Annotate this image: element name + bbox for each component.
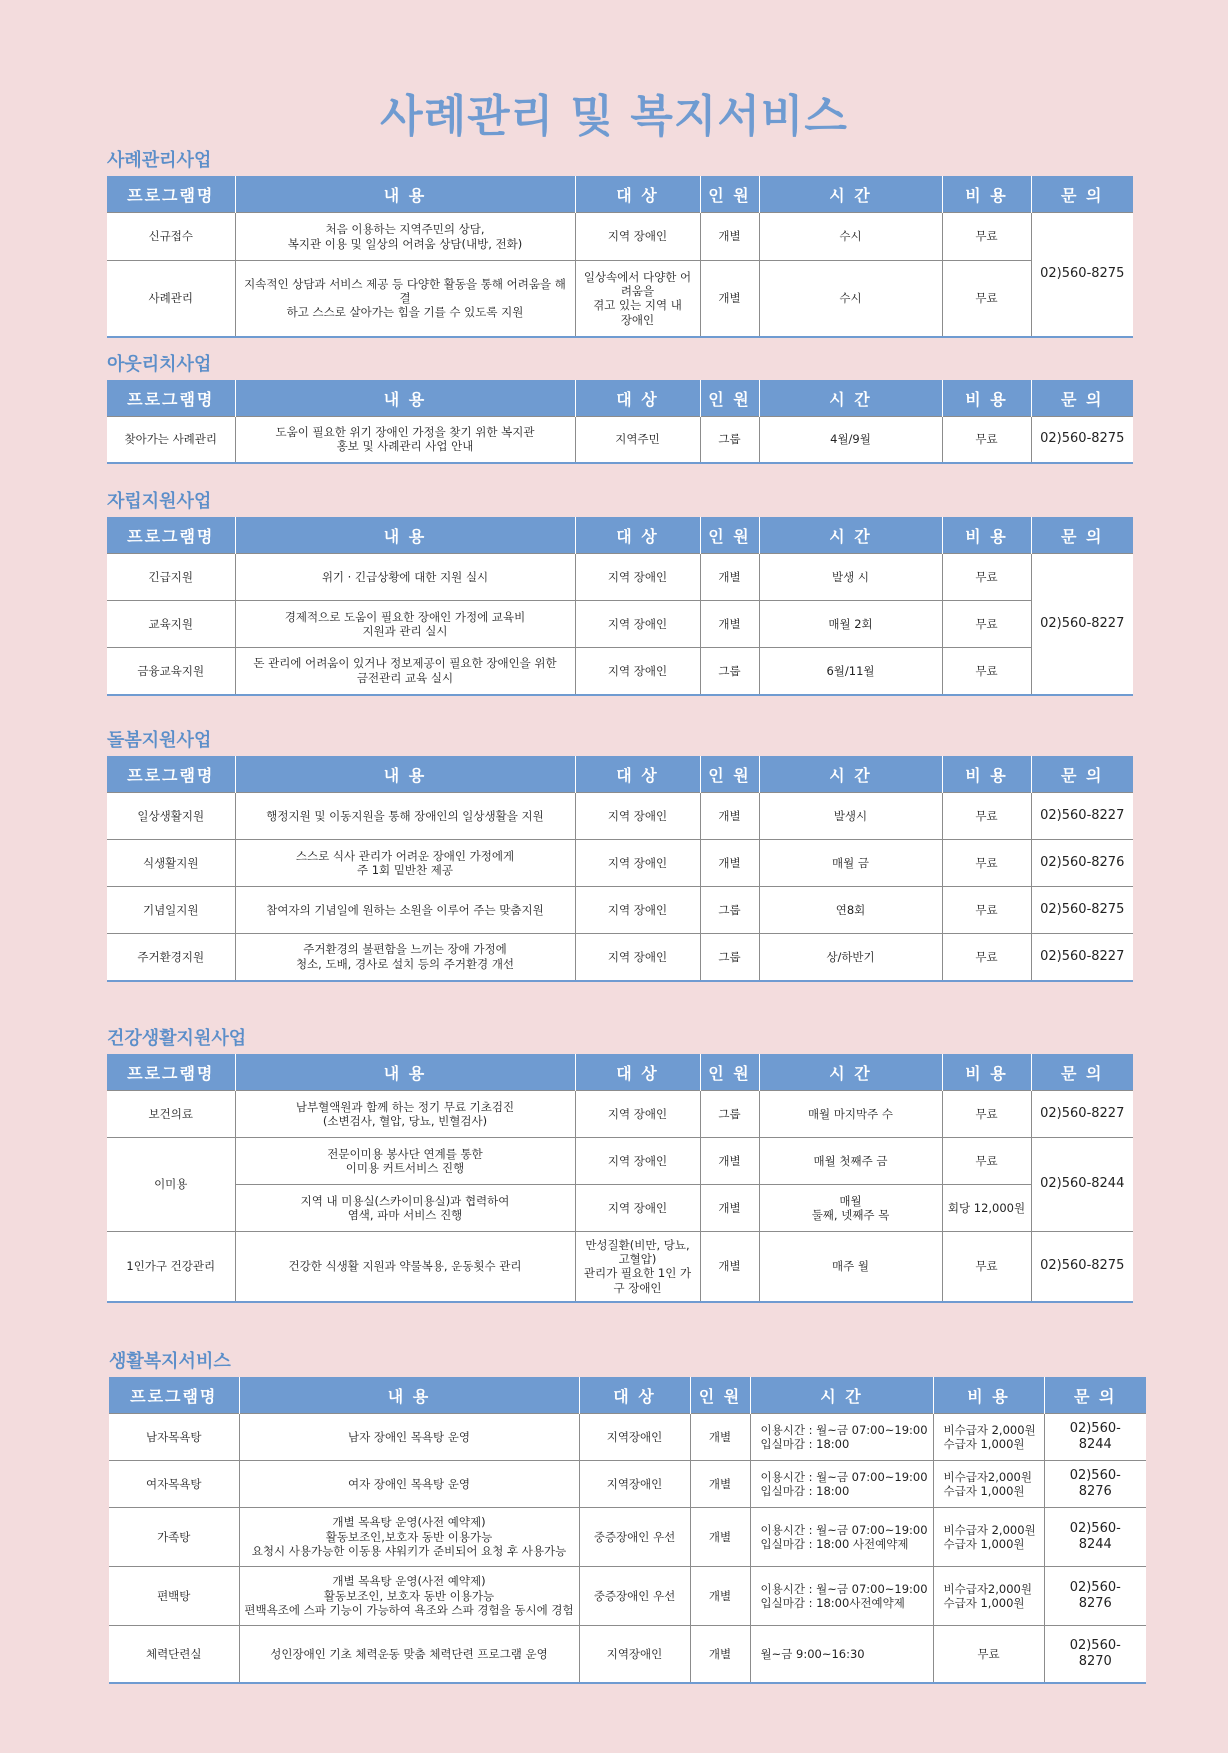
program-cost: 무료: [942, 934, 1031, 981]
program-table: [107, 380, 1133, 464]
program-contact: 02)560-8275: [1031, 417, 1133, 463]
program-content: 위기 · 긴급상황에 대한 지원 실시: [235, 554, 575, 601]
table-row: [107, 554, 1133, 601]
program-target: 지역 장애인: [575, 213, 700, 261]
program-table: [107, 1054, 1133, 1303]
program-name: 이미용: [107, 1138, 235, 1232]
program-target: 지역 장애인: [575, 1138, 700, 1185]
program-cost: 무료: [942, 417, 1031, 463]
table-row: [107, 213, 1133, 261]
table-row: [109, 1508, 1146, 1567]
program-target: 지역 장애인: [575, 1091, 700, 1138]
table-row: [107, 934, 1133, 981]
program-target: 지역장애인: [579, 1414, 690, 1461]
table-row: [109, 1626, 1146, 1683]
program-name: 1인가구 건강관리: [107, 1232, 235, 1302]
program-content: 행정지원 및 이동지원을 통해 장애인의 일상생활을 지원: [235, 793, 575, 840]
table-row: [107, 601, 1133, 648]
table-row: [107, 1185, 1133, 1232]
program-time: 이용시간 : 월~금 07:00~19:00 입실마감 : 18:00: [750, 1414, 933, 1461]
program-content: 전문이미용 봉사단 연계를 통한 이미용 커트서비스 진행: [235, 1138, 575, 1185]
header-contact: 문 의: [1031, 1054, 1133, 1091]
program-content: 개별 목욕탕 운영(사전 예약제) 활동보조인, 보호자 동반 이용가능 편백욕조에 스파 기능이 가능하여 욕조와 스파 경험을 동시에 경험: [239, 1567, 579, 1626]
program-content: 지역 내 미용실(스카이미용실)과 협력하여 염색, 파마 서비스 진행: [235, 1185, 575, 1232]
table-row: [107, 887, 1133, 934]
program-time: 매주 월: [759, 1232, 942, 1302]
program-time: 이용시간 : 월~금 07:00~19:00 입실마감 : 18:00사전예약제: [750, 1567, 933, 1626]
program-target: 지역 장애인: [575, 840, 700, 887]
header-target: 대 상: [575, 380, 700, 417]
program-time: 매월 금: [759, 840, 942, 887]
header-people: 인 원: [700, 756, 759, 793]
header-cost: 비 용: [942, 380, 1031, 417]
header-contact: 문 의: [1031, 517, 1133, 554]
program-content: 남부혈액원과 함께 하는 정기 무료 기초검진 (소변검사, 혈압, 당뇨, 빈혈검사): [235, 1091, 575, 1138]
header-program: 프로그램명: [109, 1377, 239, 1414]
program-target: 지역 장애인: [575, 934, 700, 981]
program-cost: 회당 12,000원: [942, 1185, 1031, 1232]
header-target: 대 상: [575, 517, 700, 554]
program-target: 중증장애인 우선: [579, 1567, 690, 1626]
program-contact: 02)560-8227: [1031, 554, 1133, 695]
program-people: 그룹: [700, 934, 759, 981]
program-time: 상/하반기: [759, 934, 942, 981]
program-content: 경제적으로 도움이 필요한 장애인 가정에 교육비 지원과 관리 실시: [235, 601, 575, 648]
program-people: 개별: [700, 840, 759, 887]
program-name: 기념일지원: [107, 887, 235, 934]
program-people: 개별: [690, 1508, 750, 1567]
section-care: [107, 726, 1133, 982]
header-content: 내 용: [235, 756, 575, 793]
header-target: 대 상: [575, 756, 700, 793]
program-cost: 무료: [942, 1232, 1031, 1302]
header-contact: 문 의: [1031, 380, 1133, 417]
program-time: 수시: [759, 213, 942, 261]
table-row: [107, 840, 1133, 887]
program-target: 지역 장애인: [575, 1185, 700, 1232]
header-program: 프로그램명: [107, 380, 235, 417]
program-content: 남자 장애인 목욕탕 운영: [239, 1414, 579, 1461]
header-program: 프로그램명: [107, 1054, 235, 1091]
section-title: 사례관리사업: [107, 150, 212, 171]
program-name: 일상생활지원: [107, 793, 235, 840]
program-time: 발생시: [759, 793, 942, 840]
program-content: 성인장애인 기초 체력운동 맞춤 체력단련 프로그램 운영: [239, 1626, 579, 1683]
program-time: 매월 마지막주 수: [759, 1091, 942, 1138]
program-time: 매월 둘째, 넷째주 목: [759, 1185, 942, 1232]
program-target: 지역장애인: [579, 1626, 690, 1683]
program-cost: 비수급자 2,000원 수급자 1,000원: [933, 1414, 1044, 1461]
program-content: 주거환경의 불편함을 느끼는 장애 가정에 청소, 도배, 경사로 설치 등의 주거환경 개선: [235, 934, 575, 981]
program-contact: 02)560-8227: [1031, 1091, 1133, 1138]
program-people: 개별: [690, 1414, 750, 1461]
table-row: [107, 1091, 1133, 1138]
program-people: 개별: [700, 1185, 759, 1232]
header-cost: 비 용: [942, 176, 1031, 213]
header-people: 인 원: [700, 380, 759, 417]
program-cost: 무료: [942, 1091, 1031, 1138]
header-target: 대 상: [575, 176, 700, 213]
program-people: 개별: [700, 793, 759, 840]
program-time: 매월 2회: [759, 601, 942, 648]
header-people: 인 원: [700, 517, 759, 554]
table-row: [107, 648, 1133, 695]
program-cost: 무료: [942, 213, 1031, 261]
program-content: 처음 이용하는 지역주민의 상담, 복지관 이용 및 일상의 어려움 상담(내방, 전화): [235, 213, 575, 261]
program-cost: 무료: [942, 261, 1031, 337]
program-name: 신규접수: [107, 213, 235, 261]
program-name: 주거환경지원: [107, 934, 235, 981]
program-name: 여자목욕탕: [109, 1461, 239, 1508]
program-cost: 무료: [933, 1626, 1044, 1683]
program-content: 도움이 필요한 위기 장애인 가정을 찾기 위한 복지관 홍보 및 사례관리 사업 안내: [235, 417, 575, 463]
program-name: 금융교육지원: [107, 648, 235, 695]
program-cost: 무료: [942, 601, 1031, 648]
header-target: 대 상: [575, 1054, 700, 1091]
section-case-management: [107, 146, 1133, 338]
table-header-row: [107, 1054, 1133, 1091]
program-time: 월~금 9:00~16:30: [750, 1626, 933, 1683]
header-target: 대 상: [579, 1377, 690, 1414]
program-target: 지역 장애인: [575, 601, 700, 648]
program-people: 개별: [690, 1461, 750, 1508]
header-cost: 비 용: [933, 1377, 1044, 1414]
header-contact: 문 의: [1031, 176, 1133, 213]
program-people: 개별: [700, 1232, 759, 1302]
program-target: 만성질환(비만, 당뇨, 고혈압) 관리가 필요한 1인 가 구 장애인: [575, 1232, 700, 1302]
header-content: 내 용: [235, 380, 575, 417]
header-content: 내 용: [235, 176, 575, 213]
program-contact: 02)560-8244: [1031, 1138, 1133, 1232]
table-header-row: [107, 176, 1133, 213]
program-cost: 무료: [942, 1138, 1031, 1185]
program-time: 6월/11월: [759, 648, 942, 695]
program-table: [107, 517, 1133, 696]
table-header-row: [107, 517, 1133, 554]
page-title: 사례관리 및 복지서비스: [380, 91, 848, 142]
program-table: [107, 176, 1133, 338]
header-cost: 비 용: [942, 1054, 1031, 1091]
header-contact: 문 의: [1031, 756, 1133, 793]
header-content: 내 용: [235, 1054, 575, 1091]
program-people: 개별: [700, 261, 759, 337]
table-row: [109, 1567, 1146, 1626]
program-people: 그룹: [700, 887, 759, 934]
program-time: 4월/9월: [759, 417, 942, 463]
program-people: 그룹: [700, 648, 759, 695]
section-independence: [107, 487, 1133, 696]
program-cost: 비수급자 2,000원 수급자 1,000원: [933, 1508, 1044, 1567]
section-outreach: [107, 350, 1133, 464]
program-target: 일상속에서 다양한 어 려움을 겪고 있는 지역 내 장애인: [575, 261, 700, 337]
program-target: 지역장애인: [579, 1461, 690, 1508]
program-target: 지역주민: [575, 417, 700, 463]
program-time: 이용시간 : 월~금 07:00~19:00 입실마감 : 18:00: [750, 1461, 933, 1508]
header-program: 프로그램명: [107, 756, 235, 793]
program-name: 식생활지원: [107, 840, 235, 887]
program-name: 체력단련실: [109, 1626, 239, 1683]
program-name: 남자목욕탕: [109, 1414, 239, 1461]
table-row: [107, 261, 1133, 337]
program-target: 지역 장애인: [575, 887, 700, 934]
program-target: 중증장애인 우선: [579, 1508, 690, 1567]
program-content: 스스로 식사 관리가 어려운 장애인 가정에게 주 1회 밑반찬 제공: [235, 840, 575, 887]
program-time: 이용시간 : 월~금 07:00~19:00 입실마감 : 18:00 사전예약제: [750, 1508, 933, 1567]
program-cost: 무료: [942, 793, 1031, 840]
table-header-row: [107, 380, 1133, 417]
program-cost: 무료: [942, 840, 1031, 887]
program-time: 매월 첫째주 금: [759, 1138, 942, 1185]
header-time: 시 간: [759, 380, 942, 417]
program-cost: 비수급자2,000원 수급자 1,000원: [933, 1461, 1044, 1508]
table-row: [107, 417, 1133, 463]
program-contact: 02)560-8275: [1031, 213, 1133, 337]
program-target: 지역 장애인: [575, 648, 700, 695]
table-row: [107, 1232, 1133, 1302]
program-name: 찾아가는 사례관리: [107, 417, 235, 463]
program-cost: 무료: [942, 554, 1031, 601]
program-time: 수시: [759, 261, 942, 337]
program-people: 개별: [700, 213, 759, 261]
program-people: 그룹: [700, 417, 759, 463]
program-time: 발생 시: [759, 554, 942, 601]
program-table: [109, 1377, 1146, 1684]
program-contact: 02)560- 8244: [1044, 1508, 1146, 1567]
program-cost: 비수급자2,000원 수급자 1,000원: [933, 1567, 1044, 1626]
program-people: 개별: [700, 601, 759, 648]
table-row: [109, 1414, 1146, 1461]
program-people: 개별: [700, 1138, 759, 1185]
program-contact: 02)560- 8270: [1044, 1626, 1146, 1683]
header-time: 시 간: [750, 1377, 933, 1414]
program-cost: 무료: [942, 887, 1031, 934]
program-time: 연8회: [759, 887, 942, 934]
table-header-row: [109, 1377, 1146, 1414]
program-contact: 02)560- 8244: [1044, 1414, 1146, 1461]
program-people: 개별: [690, 1567, 750, 1626]
header-cost: 비 용: [942, 517, 1031, 554]
program-contact: 02)560- 8276: [1044, 1567, 1146, 1626]
program-content: 돈 관리에 어려움이 있거나 정보제공이 필요한 장애인을 위한 금전관리 교육 실시: [235, 648, 575, 695]
header-people: 인 원: [700, 176, 759, 213]
program-content: 개별 목욕탕 운영(사전 예약제) 활동보조인,보호자 동반 이용가능 요청시 사용가능한 이동용 샤워키가 준비되어 요청 후 사용가능: [239, 1508, 579, 1567]
program-contact: 02)560-8275: [1031, 887, 1133, 934]
header-content: 내 용: [235, 517, 575, 554]
header-content: 내 용: [239, 1377, 579, 1414]
program-target: 지역 장애인: [575, 554, 700, 601]
section-title: 자립지원사업: [107, 491, 212, 512]
program-name: 긴급지원: [107, 554, 235, 601]
header-time: 시 간: [759, 756, 942, 793]
program-contact: 02)560-8227: [1031, 793, 1133, 840]
table-row: [109, 1461, 1146, 1508]
program-content: 지속적인 상담과 서비스 제공 등 다양한 활동을 통해 어려움을 해결 하고 스스로 살아가는 힘을 기를 수 있도록 지원: [235, 261, 575, 337]
header-contact: 문 의: [1044, 1377, 1146, 1414]
program-people: 개별: [700, 554, 759, 601]
section-living-welfare: [109, 1347, 1146, 1684]
section-title: 생활복지서비스: [109, 1351, 231, 1372]
program-content: 참여자의 기념일에 원하는 소원을 이루어 주는 맞춤지원: [235, 887, 575, 934]
program-name: 보건의료: [107, 1091, 235, 1138]
section-title: 아웃리치사업: [107, 354, 212, 375]
program-content: 건강한 식생활 지원과 약물복용, 운동횟수 관리: [235, 1232, 575, 1302]
header-program: 프로그램명: [107, 176, 235, 213]
section-title: 건강생활지원사업: [107, 1028, 247, 1049]
header-cost: 비 용: [942, 756, 1031, 793]
program-table: [107, 756, 1133, 982]
program-contact: 02)560-8275: [1031, 1232, 1133, 1302]
table-row: [107, 1138, 1133, 1185]
program-content: 여자 장애인 목욕탕 운영: [239, 1461, 579, 1508]
program-name: 교육지원: [107, 601, 235, 648]
section-title: 돌봄지원사업: [107, 730, 212, 751]
header-time: 시 간: [759, 517, 942, 554]
program-contact: 02)560- 8276: [1044, 1461, 1146, 1508]
header-time: 시 간: [759, 176, 942, 213]
program-name: 가족탕: [109, 1508, 239, 1567]
program-people: 그룹: [700, 1091, 759, 1138]
header-people: 인 원: [690, 1377, 750, 1414]
header-time: 시 간: [759, 1054, 942, 1091]
header-people: 인 원: [700, 1054, 759, 1091]
program-people: 개별: [690, 1626, 750, 1683]
table-row: [107, 793, 1133, 840]
program-name: 편백탕: [109, 1567, 239, 1626]
program-contact: 02)560-8276: [1031, 840, 1133, 887]
program-cost: 무료: [942, 648, 1031, 695]
program-target: 지역 장애인: [575, 793, 700, 840]
table-header-row: [107, 756, 1133, 793]
header-program: 프로그램명: [107, 517, 235, 554]
program-contact: 02)560-8227: [1031, 934, 1133, 981]
program-name: 사례관리: [107, 261, 235, 337]
section-health: [107, 1024, 1133, 1303]
